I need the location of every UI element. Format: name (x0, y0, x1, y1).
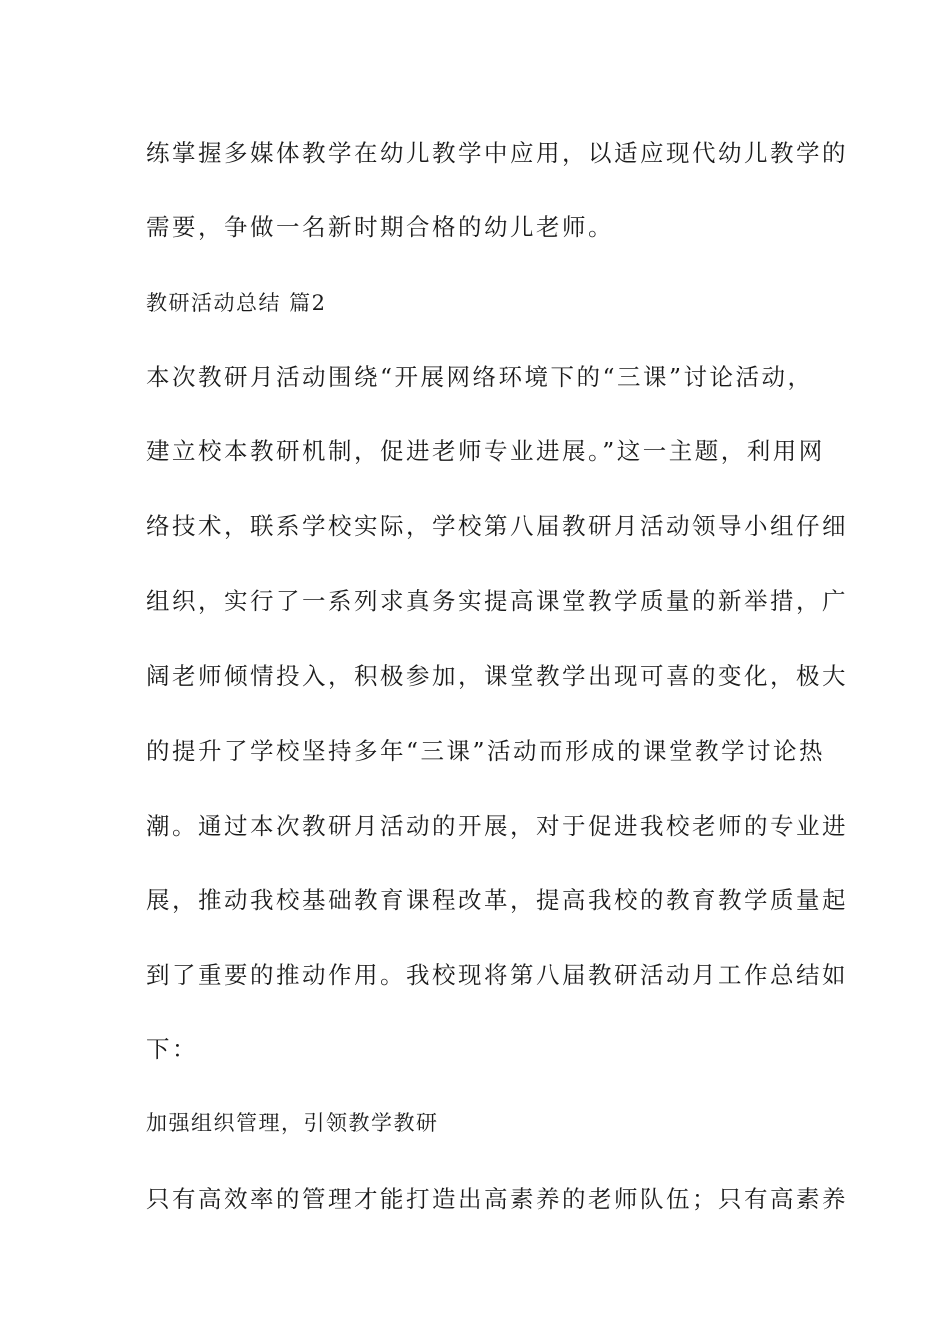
body-text-line: 展，推动我校基础教育课程改革，提高我校的教育教学质量起 (146, 886, 848, 914)
body-text-line: 潮。通过本次教研月活动的开展，对于促进我校老师的专业进 (146, 812, 848, 840)
body-text-line: 建立校本教研机制，促进老师专业进展。”这一主题，利用网 (146, 437, 825, 465)
body-text-line: 的提升了学校坚持多年“三课”活动而形成的课堂教学讨论热 (146, 737, 826, 765)
body-text-line: 只有高效率的管理才能打造出高素养的老师队伍；只有高素养 (146, 1185, 848, 1213)
body-text-line: 练掌握多媒体教学在幼儿教学中应用，以适应现代幼儿教学的 (146, 139, 848, 167)
body-text-line: 阔老师倾情投入，积极参加，课堂教学出现可喜的变化，极大 (146, 662, 848, 690)
section-heading: 教研活动总结 篇2 (146, 291, 327, 315)
body-text-line: 络技术，联系学校实际，学校第八届教研月活动领导小组仔细 (146, 512, 848, 540)
body-text-line: 需要，争做一名新时期合格的幼儿老师。 (146, 213, 614, 241)
body-text-line: 组织，实行了一系列求真务实提高课堂教学质量的新举措，广 (146, 587, 848, 615)
body-text-line: 到了重要的推动作用。我校现将第八届教研活动月工作总结如 (146, 961, 848, 989)
sub-heading: 加强组织管理，引领教学教研 (146, 1111, 439, 1135)
body-text-line: 本次教研月活动围绕“开展网络环境下的“三课”讨论活动， (146, 363, 814, 391)
body-text-line: 下： (146, 1035, 198, 1063)
